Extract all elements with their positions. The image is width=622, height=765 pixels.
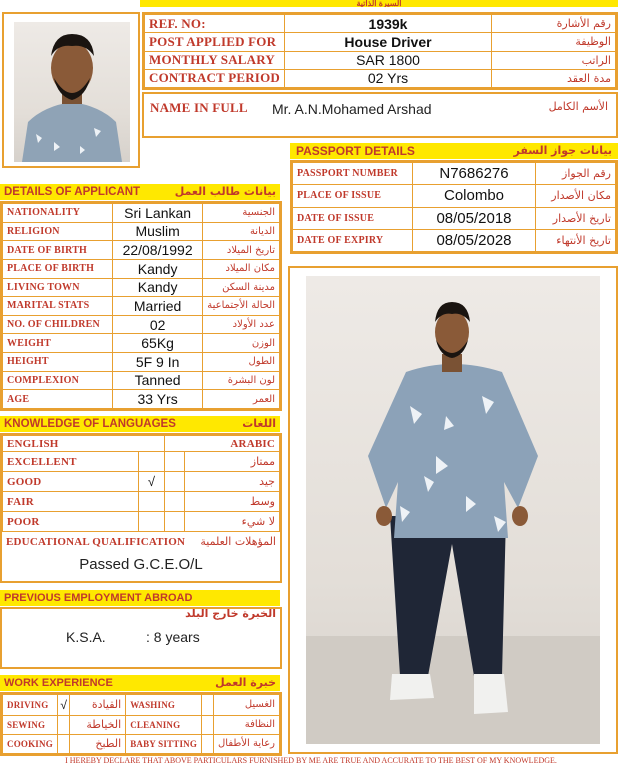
passport-row <box>293 207 616 229</box>
applicant-table <box>0 201 282 411</box>
applicant-row-value: Muslim <box>113 222 203 241</box>
headshot-photo <box>14 22 130 162</box>
post-label: POST APPLIED FOR <box>145 33 285 51</box>
applicant-title-ar: بيانات طالب العمل <box>174 185 276 198</box>
applicant-row-value: 02 <box>113 315 203 334</box>
passport-row-value: 08/05/2028 <box>413 229 536 251</box>
applicant-row-arabic: الديانة <box>203 222 280 241</box>
lang-english-header: ENGLISH <box>3 436 165 452</box>
applicant-row-label: NO. OF CHILDREN <box>3 315 113 334</box>
passport-row-label: DATE OF ISSUE <box>293 207 413 229</box>
salary-value: SAR 1800 <box>285 51 492 69</box>
applicant-row-label: MARITAL STATS <box>3 297 113 316</box>
passport-row-label: PASSPORT NUMBER <box>293 163 413 185</box>
applicant-row-arabic: الطول <box>203 353 280 372</box>
work-row <box>3 715 280 734</box>
work-right-arabic: النظافة <box>214 715 280 734</box>
passport-row-arabic: مكان الأصدار <box>536 185 616 207</box>
previous-years: : 8 years <box>146 629 200 645</box>
applicant-title: DETAILS OF APPLICANT <box>4 186 141 198</box>
language-level-arabic: ممتاز <box>185 452 280 472</box>
applicant-row-arabic: مكان الميلاد <box>203 259 280 278</box>
language-row <box>3 452 280 472</box>
applicant-row-arabic: مدينة السكن <box>203 278 280 297</box>
applicant-row-value: Kandy <box>113 259 203 278</box>
work-header <box>0 675 280 691</box>
ref-arabic: رقم الأشارة <box>492 15 616 33</box>
applicant-header <box>0 184 280 200</box>
salary-label: MONTHLY SALARY <box>145 51 285 69</box>
passport-row-arabic: تاريخ الأنتهاء <box>536 229 616 251</box>
fullbody-photo <box>306 276 600 744</box>
passport-row-value: 08/05/2018 <box>413 207 536 229</box>
language-level-arabic: لا شيء <box>185 512 280 532</box>
previous-country: K.S.A. <box>66 629 106 645</box>
language-level-label: GOOD <box>3 472 139 492</box>
applicant-row-label: DATE OF BIRTH <box>3 241 113 260</box>
previous-title: PREVIOUS EMPLOYMENT ABROAD <box>4 592 193 604</box>
passport-table <box>290 160 618 254</box>
applicant-row <box>3 353 280 372</box>
applicant-row-value: 33 Yrs <box>113 390 203 409</box>
work-left-arabic: القيادة <box>70 695 126 716</box>
language-english-mark <box>139 512 165 532</box>
applicant-row <box>3 297 280 316</box>
work-title-ar: خبرة العمل <box>215 676 276 689</box>
applicant-row-value: Kandy <box>113 278 203 297</box>
applicant-row-arabic: لون البشرة <box>203 371 280 390</box>
applicant-row-value: Married <box>113 297 203 316</box>
work-right-label: BABY SITTING <box>126 734 202 753</box>
passport-row <box>293 185 616 207</box>
languages-header <box>0 416 280 432</box>
work-table <box>0 692 282 756</box>
language-arabic-mark <box>165 472 185 492</box>
passport-row <box>293 229 616 251</box>
name-label: NAME IN FULL <box>150 100 248 115</box>
work-left-label: SEWING <box>3 715 58 734</box>
previous-title-ar: الخبرة خارج البلد <box>185 607 276 620</box>
applicant-row <box>3 222 280 241</box>
passport-row-value: N7686276 <box>413 163 536 185</box>
previous-header <box>0 590 280 620</box>
applicant-row <box>3 278 280 297</box>
applicant-row-label: NATIONALITY <box>3 204 113 223</box>
applicant-row <box>3 334 280 353</box>
applicant-row <box>3 315 280 334</box>
work-right-mark <box>202 695 214 716</box>
work-left-arabic: الطبخ <box>70 734 126 753</box>
work-right-arabic: رعاية الأطفال <box>214 734 280 753</box>
language-row <box>3 492 280 512</box>
work-row <box>3 734 280 753</box>
work-right-mark <box>202 715 214 734</box>
language-row <box>3 512 280 532</box>
applicant-row-label: WEIGHT <box>3 334 113 353</box>
languages-title: KNOWLEDGE OF LANGUAGES <box>4 418 176 430</box>
job-info-table <box>142 12 618 90</box>
work-right-mark <box>202 734 214 753</box>
work-row <box>3 695 280 716</box>
language-level-arabic: وسط <box>185 492 280 512</box>
passport-header <box>290 143 618 159</box>
work-right-label: CLEANING <box>126 715 202 734</box>
language-level-arabic: جيد <box>185 472 280 492</box>
language-english-mark <box>139 452 165 472</box>
contract-value: 02 Yrs <box>285 69 492 87</box>
languages-title-ar: اللغات <box>242 417 276 430</box>
post-arabic: الوظيفة <box>492 33 616 51</box>
language-arabic-mark <box>165 492 185 512</box>
applicant-row-label: AGE <box>3 390 113 409</box>
applicant-row-label: COMPLEXION <box>3 371 113 390</box>
ref-label: REF. NO: <box>145 15 285 33</box>
applicant-row-arabic: الجنسية <box>203 204 280 223</box>
work-title: WORK EXPERIENCE <box>4 677 113 689</box>
applicant-row-arabic: تاريخ الميلاد <box>203 241 280 260</box>
work-left-mark <box>57 715 70 734</box>
education-value: Passed G.C.E.O/L <box>79 556 203 573</box>
contract-arabic: مدة العقد <box>492 69 616 87</box>
applicant-row-value: Tanned <box>113 371 203 390</box>
language-level-label: POOR <box>3 512 139 532</box>
applicant-row-label: HEIGHT <box>3 353 113 372</box>
languages-table <box>0 433 282 583</box>
footer-declaration <box>0 757 622 765</box>
post-value: House Driver <box>285 33 492 51</box>
passport-row-label: DATE OF EXPIRY <box>293 229 413 251</box>
applicant-row <box>3 371 280 390</box>
applicant-row-label: LIVING TOWN <box>3 278 113 297</box>
applicant-row-label: PLACE OF BIRTH <box>3 259 113 278</box>
applicant-row <box>3 241 280 260</box>
work-left-mark <box>57 734 70 753</box>
work-left-label: COOKING <box>3 734 58 753</box>
passport-row-arabic: تاريخ الأصدار <box>536 207 616 229</box>
applicant-row <box>3 204 280 223</box>
header-banner <box>140 0 618 7</box>
passport-title: PASSPORT DETAILS <box>296 144 415 158</box>
applicant-row-label: RELIGION <box>3 222 113 241</box>
passport-row <box>293 163 616 185</box>
name-box <box>142 92 618 138</box>
language-level-label: FAIR <box>3 492 139 512</box>
contract-label: CONTRACT PERIOD <box>145 69 285 87</box>
language-english-mark: √ <box>139 472 165 492</box>
headshot-frame <box>2 12 140 168</box>
applicant-row-arabic: عدد الأولاد <box>203 315 280 334</box>
work-left-mark: √ <box>57 695 70 716</box>
applicant-row-value: 65Kg <box>113 334 203 353</box>
work-right-arabic: الغسيل <box>214 695 280 716</box>
applicant-row-arabic: الحالة الأجتماعية <box>203 297 280 316</box>
applicant-row <box>3 259 280 278</box>
name-value: Mr. A.N.Mohamed Arshad <box>272 101 432 117</box>
applicant-row-value: 5F 9 In <box>113 353 203 372</box>
passport-row-label: PLACE OF ISSUE <box>293 185 413 207</box>
applicant-row-value: Sri Lankan <box>113 204 203 223</box>
passport-title-ar: بيانات جواز السفر <box>513 144 612 157</box>
name-arabic: الأسم الكامل <box>548 100 608 113</box>
language-row <box>3 472 280 492</box>
salary-arabic: الراتب <box>492 51 616 69</box>
work-left-label: DRIVING <box>3 695 58 716</box>
previous-box <box>0 607 282 669</box>
education-arabic: المؤهلات العلمية <box>200 535 276 548</box>
work-right-label: WASHING <box>126 695 202 716</box>
fullbody-frame <box>288 266 618 754</box>
language-english-mark <box>139 492 165 512</box>
language-arabic-mark <box>165 512 185 532</box>
applicant-row-arabic: العمر <box>203 390 280 409</box>
education-label: EDUCATIONAL QUALIFICATION <box>6 536 186 548</box>
language-level-label: EXCELLENT <box>3 452 139 472</box>
ref-value: 1939k <box>285 15 492 33</box>
applicant-row-arabic: الوزن <box>203 334 280 353</box>
passport-row-arabic: رقم الجواز <box>536 163 616 185</box>
applicant-row <box>3 390 280 409</box>
footer-text: I HEREBY DECLARE THAT ABOVE PARTICULARS FURNISHED BY ME ARE TRUE AND ACCURATE TO THE BEST OF MY KNOWLEDGE. <box>65 757 557 765</box>
language-arabic-mark <box>165 452 185 472</box>
header-title: ﺍﻟﺴﻴﺮﺓ ﺍﻟﺬﺍﺗﻴﺔ <box>356 0 402 7</box>
passport-row-value: Colombo <box>413 185 536 207</box>
applicant-row-value: 22/08/1992 <box>113 241 203 260</box>
lang-arabic-header: ARABIC <box>165 436 280 452</box>
work-left-arabic: الخياطة <box>70 715 126 734</box>
